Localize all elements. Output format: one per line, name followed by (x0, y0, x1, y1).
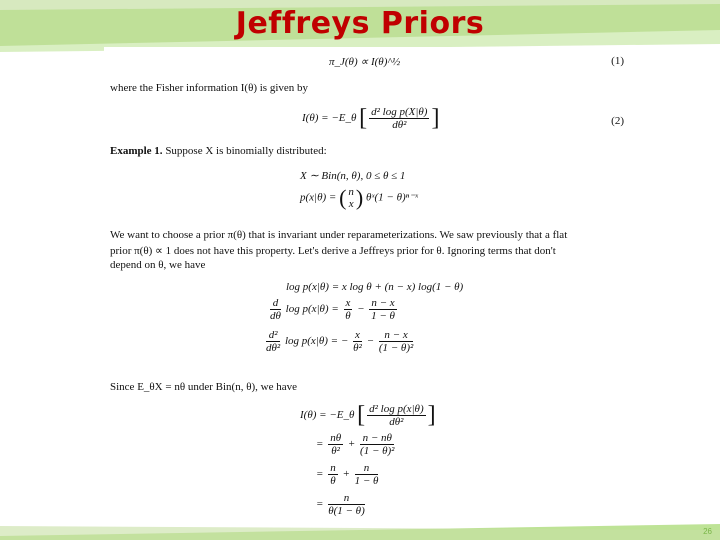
fi-left: I(θ) = −E_θ (300, 409, 355, 422)
d2-op-bottom: dθ² (266, 342, 281, 354)
example-label: Example 1. (110, 145, 163, 157)
example-heading (110, 145, 327, 157)
d1-term2 (369, 297, 396, 322)
s2-t1-bottom: θ (330, 475, 336, 487)
s1-t2-top: n − nθ (360, 432, 394, 445)
s3-bottom: θ(1 − θ) (328, 505, 365, 517)
binomial-pmf: p(x|θ) = ( n x ) θˣ(1 − θ)ⁿ⁻ˣ (300, 185, 419, 210)
s2-eq: = (316, 468, 324, 481)
fisher-intro-text: where the Fisher information I(θ) is given by (110, 82, 309, 94)
s2-t1-top: n (330, 462, 336, 474)
fi-fraction (367, 403, 426, 428)
d1-operator (270, 297, 281, 322)
d2-t2-bottom: (1 − θ)² (378, 342, 414, 354)
s3-fraction (328, 492, 365, 517)
d1-middle: log p(x|θ) = (285, 303, 339, 316)
eq2-denominator: dθ² (392, 119, 407, 131)
eq2-left: I(θ) = −E_θ (302, 112, 357, 125)
s1-plus: + (347, 438, 356, 451)
d1-op-bottom: dθ (270, 310, 281, 322)
d1-minus: − (357, 303, 365, 316)
fisher-step-2 (316, 462, 380, 487)
d1-t1-bottom: θ (345, 310, 351, 322)
s1-term1 (328, 432, 343, 457)
fisher-step-3 (316, 492, 367, 517)
s2-term1 (328, 462, 338, 487)
since-text: Since E_θX = nθ under Bin(n, θ), we have (110, 381, 297, 393)
paragraph-line-3: depend on θ, we have (110, 259, 206, 271)
s2-plus: + (342, 468, 350, 481)
s1-t1-bottom: θ² (331, 445, 340, 457)
document-image (104, 47, 644, 522)
choose-top: n (348, 186, 354, 198)
d2-minus: − (366, 335, 375, 348)
s1-eq: = (316, 438, 324, 451)
s3-eq: = (316, 498, 324, 511)
log-likelihood: log p(x|θ) = x log θ + (n − x) log(1 − θ) (286, 281, 464, 293)
fisher-step-1 (316, 432, 396, 457)
pmf-left: p(x|θ) = (300, 191, 337, 204)
eq-number-2: (2) (611, 115, 624, 127)
d2-middle: log p(x|θ) = − (284, 335, 349, 348)
paragraph-line-1: We want to choose a prior π(θ) that is invariant under reparameterizations. We saw previously that a flat (110, 229, 568, 241)
eq2-fraction (369, 106, 429, 131)
eq2-numerator: d² log p(X|θ) (371, 106, 428, 118)
d1-t2-top: n − x (371, 297, 395, 309)
d2-t2-top: n − x (379, 329, 413, 342)
d2-term2 (379, 329, 413, 354)
page-number: 26 (703, 527, 712, 536)
s1-t1-top: nθ (330, 432, 342, 444)
second-derivative (264, 329, 415, 354)
d2-t1-bottom: θ² (353, 342, 362, 354)
eq-jeffreys-prior: π_J(θ) ∝ I(θ)^½ (329, 56, 401, 68)
d2-op-top: d² (266, 329, 280, 342)
s2-t2-top: n (355, 462, 379, 475)
d1-t2-bottom: 1 − θ (371, 310, 395, 322)
pmf-right: θˣ(1 − θ)ⁿ⁻ˣ (365, 191, 419, 204)
eq-number-1: (1) (611, 55, 624, 67)
example-text: Suppose X is binomially distributed: (165, 145, 327, 157)
s2-term2 (355, 462, 379, 487)
first-derivative (268, 297, 399, 322)
d1-t1-top: x (345, 297, 351, 309)
s3-top: n (328, 492, 365, 505)
fi-denominator: dθ² (389, 416, 404, 428)
eq-fisher-information: I(θ) = −E_θ [ $\frac{\text{d² log p(X|θ)}}{\text{dθ²}}$ ] (302, 105, 440, 131)
s2-t2-bottom: 1 − θ (354, 475, 379, 487)
d1-op-top: d (270, 297, 281, 310)
d2-term1 (353, 329, 362, 354)
pmf-choose (348, 186, 354, 210)
d2-t1-top: x (355, 329, 360, 341)
binomial-definition: X ∼ Bin(n, θ), 0 ≤ θ ≤ 1 (300, 170, 406, 182)
slide-title: Jeffreys Priors (235, 6, 485, 41)
s1-t2-bottom: (1 − θ)² (360, 445, 395, 457)
d1-term1 (344, 297, 353, 322)
d2-operator (266, 329, 280, 354)
fi-numerator: d² log p(x|θ) (369, 403, 424, 415)
paragraph-line-2: prior π(θ) ∝ 1 does not have this property. Let's derive a Jeffreys prior for θ. Ignoring terms that don't (110, 245, 556, 257)
fisher-expectation: I(θ) = −E_θ [ $\frac{\text{d² log p(x|θ)}}{\text{dθ²}}$ ] (300, 402, 436, 428)
s1-term2 (360, 432, 394, 457)
choose-bottom: x (348, 198, 354, 210)
